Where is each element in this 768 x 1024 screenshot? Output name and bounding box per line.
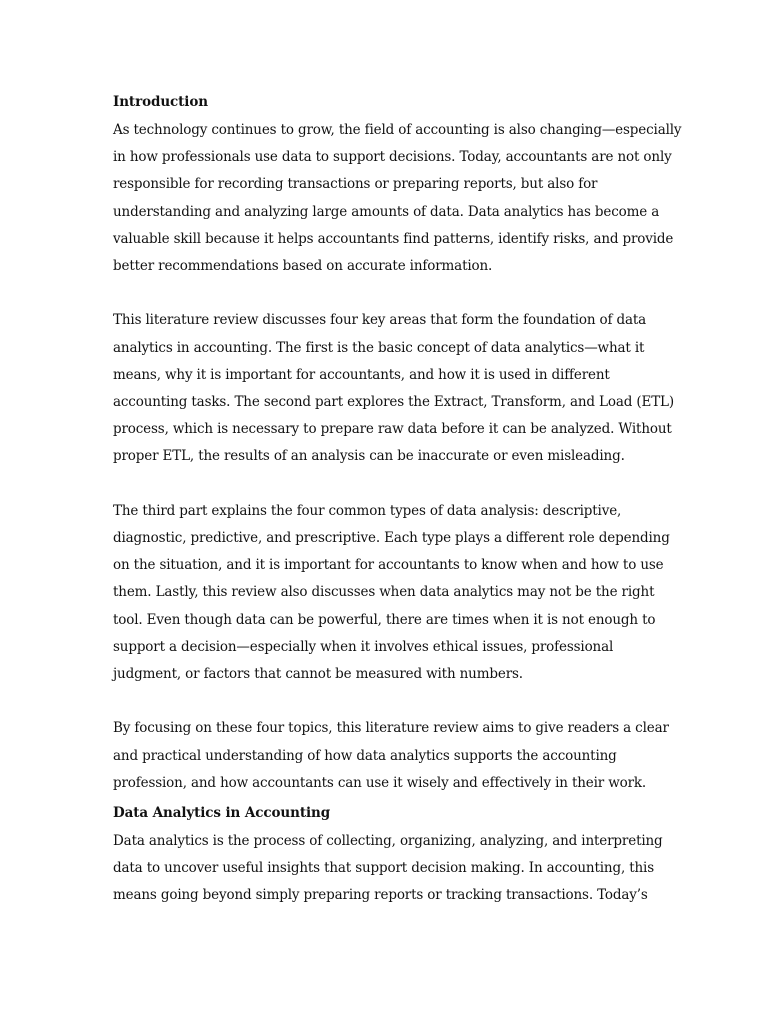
section-heading-introduction: Introduction [113, 94, 208, 110]
text-line: This literature review discusses four key areas that form the foundation of data [113, 312, 647, 329]
text-line: proper ETL, the results of an analysis can be inaccurate or even misleading. [113, 448, 625, 465]
text-line: Data analytics is the process of collecting, organizing, analyzing, and interpreting [113, 833, 663, 850]
data-analytics-paragraph-1 [113, 828, 661, 910]
text-line: in how professionals use data to support decisions. Today, accountants are not only [113, 149, 672, 166]
text-line: and practical understanding of how data analytics supports the accounting [113, 747, 617, 764]
text-line: understanding and analyzing large amounts of data. Data analytics has become a [113, 203, 660, 220]
intro-paragraph-4 [113, 715, 669, 797]
text-line: valuable skill because it helps accountants find patterns, identify risks, and provide [113, 230, 674, 247]
text-line: support a decision—especially when it involves ethical issues, professional [113, 638, 614, 655]
intro-paragraph-2 [113, 307, 674, 470]
intro-paragraph-3 [113, 498, 670, 688]
text-line: means going beyond simply preparing reports or tracking transactions. Today’s [113, 887, 648, 904]
text-line: them. Lastly, this review also discusses when data analytics may not be the right [113, 584, 655, 601]
text-line: diagnostic, predictive, and prescriptive. Each type plays a different role depending [113, 530, 670, 547]
section-heading-data-analytics: Data Analytics in Accounting [113, 805, 331, 822]
text-line: better recommendations based on accurate information. [113, 258, 493, 275]
text-line: As technology continues to grow, the field of accounting is also changing—especially [113, 122, 682, 138]
text-line: on the situation, and it is important for accountants to know when and how to use [113, 557, 664, 574]
text-line: judgment, or factors that cannot be measured with numbers. [113, 666, 523, 683]
text-line: The third part explains the four common types of data analysis: descriptive, [113, 502, 622, 519]
text-line: analytics in accounting. The first is the basic concept of data analytics—what it [113, 339, 645, 356]
text-line: profession, and how accountants can use it wisely and effectively in their work. [113, 774, 647, 791]
text-line: tool. Even though data can be powerful, there are times when it is not enough to [113, 611, 656, 628]
document-content [113, 90, 682, 910]
text-line: data to uncover useful insights that support decision making. In accounting, this [113, 860, 654, 877]
text-line: process, which is necessary to prepare raw data before it can be analyzed. Without [113, 421, 672, 438]
text-line: accounting tasks. The second part explores the Extract, Transform, and Load (ETL) [113, 394, 674, 411]
text-line: By focusing on these four topics, this literature review aims to give readers a clear [113, 720, 669, 737]
text-line: means, why it is important for accountants, and how it is used in different [113, 366, 610, 383]
text-line: responsible for recording transactions or preparing reports, but also for [113, 176, 598, 193]
intro-paragraph-1 [113, 117, 682, 280]
